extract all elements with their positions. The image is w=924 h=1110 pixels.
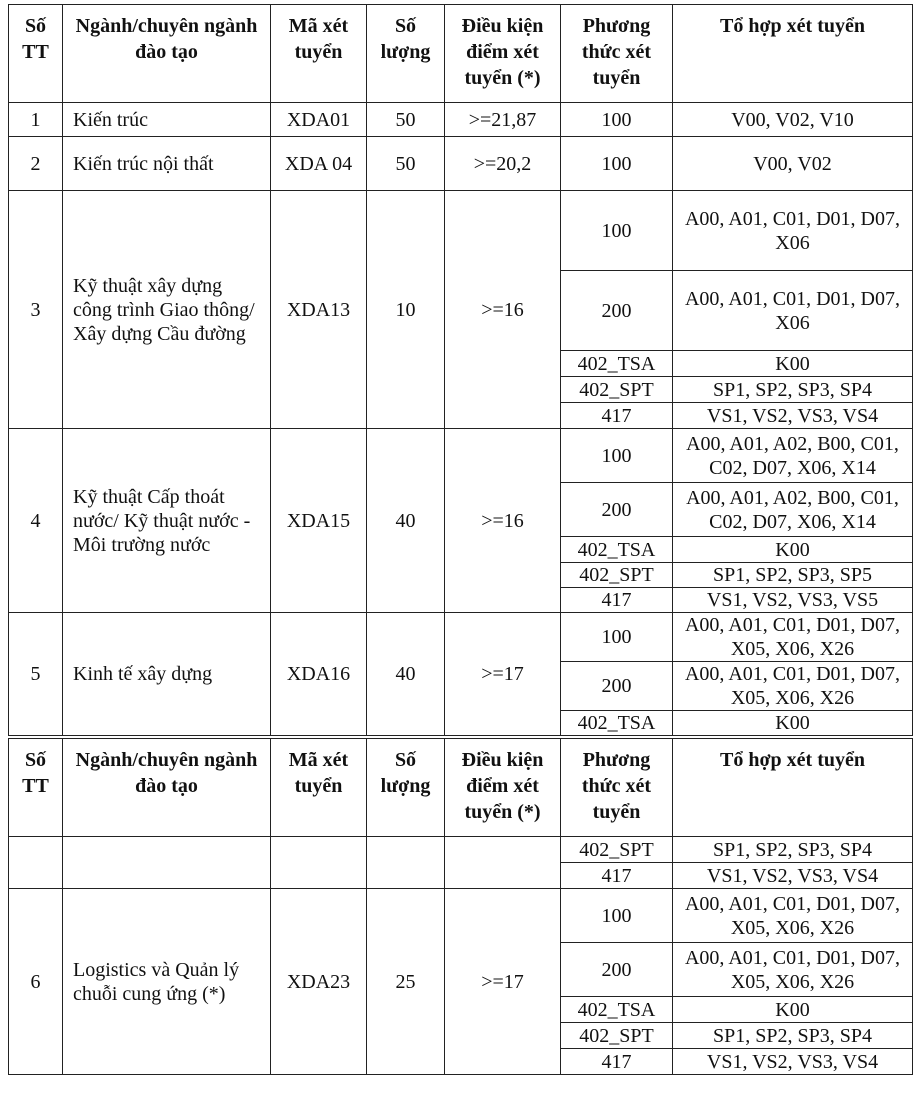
cell-major: Kinh tế xây dựng — [63, 613, 271, 736]
cell-stt: 4 — [9, 429, 63, 613]
header-stt: Số TT — [9, 739, 63, 837]
header-row — [9, 5, 913, 103]
cell-code — [271, 837, 367, 889]
cell-combo: A00, A01, C01, D01, D07, X05, X06, X26 — [673, 613, 913, 662]
cell-combo: A00, A01, C01, D01, D07, X06 — [673, 191, 913, 271]
cell-method: 402_TSA — [561, 351, 673, 377]
cell-method: 417 — [561, 588, 673, 613]
cell-combo: SP1, SP2, SP3, SP4 — [673, 837, 913, 863]
cell-method: 402_SPT — [561, 1023, 673, 1049]
cell-combo: K00 — [673, 351, 913, 377]
cell-major — [63, 837, 271, 889]
header-row — [9, 739, 913, 837]
header-major: Ngành/chuyên ngành đào tạo — [63, 5, 271, 103]
cell-stt: 6 — [9, 889, 63, 1075]
table-row — [9, 837, 913, 863]
cell-method: 200 — [561, 271, 673, 351]
header-combo: Tổ hợp xét tuyển — [673, 739, 913, 837]
table-row — [9, 613, 913, 662]
cell-quota — [367, 837, 445, 889]
cell-stt — [9, 837, 63, 889]
cell-major: Kỹ thuật xây dựng công trình Giao thông/ Xây dựng Cầu đường — [63, 191, 271, 429]
cell-method: 100 — [561, 191, 673, 271]
cell-major: Kiến trúc — [63, 103, 271, 137]
cell-condition: >=17 — [445, 889, 561, 1075]
table-row — [9, 137, 913, 191]
cell-code: XDA16 — [271, 613, 367, 736]
header-combo: Tổ hợp xét tuyển — [673, 5, 913, 103]
cell-combo: SP1, SP2, SP3, SP5 — [673, 563, 913, 588]
cell-method: 402_TSA — [561, 537, 673, 563]
cell-combo: SP1, SP2, SP3, SP4 — [673, 1023, 913, 1049]
cell-combo: A00, A01, C01, D01, D07, X05, X06, X26 — [673, 662, 913, 711]
header-code: Mã xét tuyển — [271, 739, 367, 837]
table-row — [9, 889, 913, 943]
cell-combo: VS1, VS2, VS3, VS4 — [673, 1049, 913, 1075]
cell-stt: 3 — [9, 191, 63, 429]
cell-condition: >=20,2 — [445, 137, 561, 191]
header-condition: Điều kiện điểm xét tuyển (*) — [445, 739, 561, 837]
cell-method: 100 — [561, 429, 673, 483]
cell-condition — [445, 837, 561, 889]
cell-quota: 40 — [367, 429, 445, 613]
cell-quota: 50 — [367, 103, 445, 137]
admission-table-part-1 — [8, 4, 913, 736]
cell-combo: V00, V02, V10 — [673, 103, 913, 137]
cell-method: 417 — [561, 403, 673, 429]
cell-code: XDA15 — [271, 429, 367, 613]
cell-combo: A00, A01, C01, D01, D07, X05, X06, X26 — [673, 889, 913, 943]
cell-combo: V00, V02 — [673, 137, 913, 191]
cell-method: 402_SPT — [561, 563, 673, 588]
cell-method: 200 — [561, 943, 673, 997]
cell-method: 100 — [561, 613, 673, 662]
cell-quota: 10 — [367, 191, 445, 429]
header-condition: Điều kiện điểm xét tuyển (*) — [445, 5, 561, 103]
cell-condition: >=21,87 — [445, 103, 561, 137]
table-row — [9, 103, 913, 137]
cell-method: 417 — [561, 1049, 673, 1075]
header-quota: Số lượng — [367, 739, 445, 837]
cell-method: 100 — [561, 137, 673, 191]
cell-method: 417 — [561, 863, 673, 889]
cell-method: 402_SPT — [561, 837, 673, 863]
cell-quota: 50 — [367, 137, 445, 191]
header-method: Phương thức xét tuyển — [561, 739, 673, 837]
cell-method: 100 — [561, 103, 673, 137]
cell-quota: 40 — [367, 613, 445, 736]
cell-combo: A00, A01, A02, B00, C01, C02, D07, X06, X14 — [673, 483, 913, 537]
cell-method: 402_SPT — [561, 377, 673, 403]
cell-condition: >=16 — [445, 429, 561, 613]
cell-stt: 1 — [9, 103, 63, 137]
cell-combo: VS1, VS2, VS3, VS4 — [673, 403, 913, 429]
cell-code: XDA23 — [271, 889, 367, 1075]
cell-combo: K00 — [673, 711, 913, 736]
cell-code: XDA01 — [271, 103, 367, 137]
cell-combo: A00, A01, A02, B00, C01, C02, D07, X06, X14 — [673, 429, 913, 483]
cell-method: 402_TSA — [561, 711, 673, 736]
header-major: Ngành/chuyên ngành đào tạo — [63, 739, 271, 837]
cell-method: 200 — [561, 483, 673, 537]
cell-combo: A00, A01, C01, D01, D07, X06 — [673, 271, 913, 351]
cell-method: 100 — [561, 889, 673, 943]
cell-major: Kỹ thuật Cấp thoát nước/ Kỹ thuật nước - Môi trường nước — [63, 429, 271, 613]
cell-method: 200 — [561, 662, 673, 711]
cell-quota: 25 — [367, 889, 445, 1075]
cell-condition: >=16 — [445, 191, 561, 429]
header-stt: Số TT — [9, 5, 63, 103]
cell-major: Kiến trúc nội thất — [63, 137, 271, 191]
cell-method: 402_TSA — [561, 997, 673, 1023]
cell-combo: SP1, SP2, SP3, SP4 — [673, 377, 913, 403]
cell-code: XDA 04 — [271, 137, 367, 191]
admission-table-part-2 — [8, 738, 913, 1075]
cell-combo: K00 — [673, 997, 913, 1023]
cell-code: XDA13 — [271, 191, 367, 429]
cell-stt: 5 — [9, 613, 63, 736]
table-row — [9, 191, 913, 271]
cell-major: Logistics và Quản lý chuỗi cung ứng (*) — [63, 889, 271, 1075]
header-method: Phương thức xét tuyển — [561, 5, 673, 103]
cell-combo: VS1, VS2, VS3, VS4 — [673, 863, 913, 889]
header-quota: Số lượng — [367, 5, 445, 103]
table-row — [9, 429, 913, 483]
cell-combo: VS1, VS2, VS3, VS5 — [673, 588, 913, 613]
cell-combo: K00 — [673, 537, 913, 563]
header-code: Mã xét tuyển — [271, 5, 367, 103]
cell-condition: >=17 — [445, 613, 561, 736]
cell-combo: A00, A01, C01, D01, D07, X05, X06, X26 — [673, 943, 913, 997]
cell-stt: 2 — [9, 137, 63, 191]
